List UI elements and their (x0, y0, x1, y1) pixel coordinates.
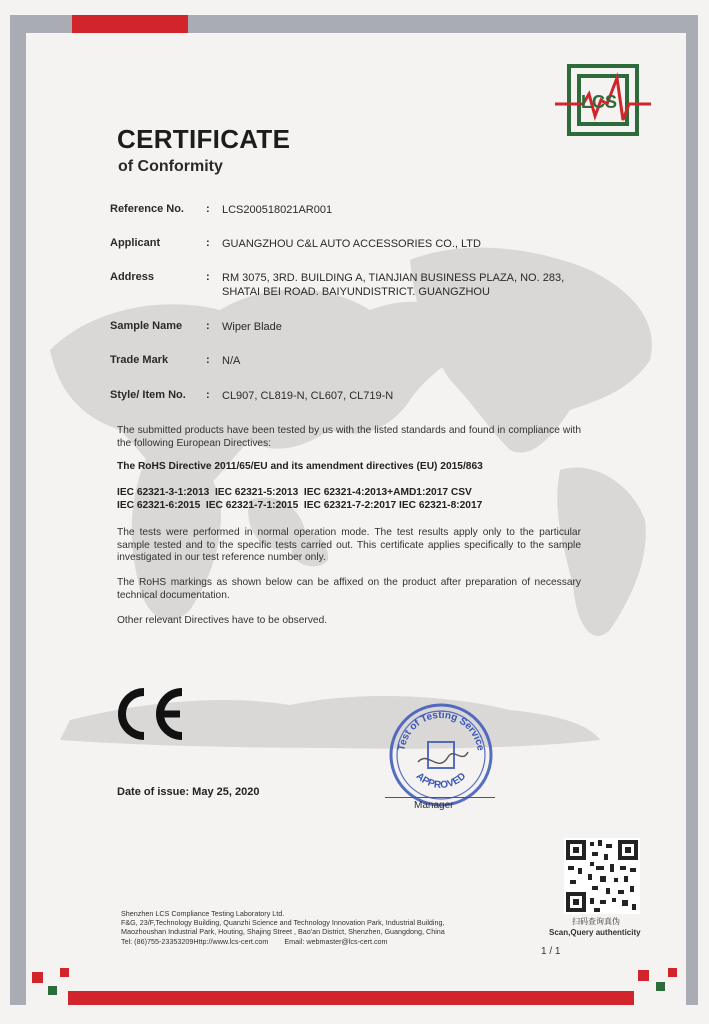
corner-square (48, 986, 57, 995)
frame-top-red-accent (72, 15, 188, 33)
intro-paragraph: The submitted products have been tested by us with the listed standards and found in compliance with the following European Directives: (117, 425, 581, 449)
other-directives-paragraph: Other relevant Directives have to be observed. (117, 615, 328, 626)
qr-caption-english: Scan,Query authenticity (549, 928, 641, 937)
field-label: Sample Name (110, 320, 183, 332)
date-of-issue: Date of issue: May 25, 2020 (117, 786, 260, 798)
field-separator: : (206, 271, 210, 283)
field-label: Address (110, 271, 155, 283)
frame-left-border (10, 15, 26, 1005)
field-separator: : (206, 320, 210, 332)
lcs-logo (555, 64, 651, 136)
field-value: LCS200518021AR001 (222, 204, 333, 216)
corner-square (60, 968, 69, 977)
svg-text:APPROVED (414, 771, 468, 791)
corner-square (32, 972, 43, 983)
standards-line-1: IEC 62321-3-1:2013 IEC 62321-5:2013 IEC 62321-4:2013+AMD1:2017 CSV (117, 487, 472, 498)
field-value: CL907, CL819-N, CL607, CL719-N (222, 390, 394, 402)
field-value: Wiper Blade (222, 321, 282, 333)
corner-square (668, 968, 677, 977)
field-separator: : (206, 203, 210, 215)
qr-caption-chinese: 扫码查询真伪 (572, 917, 620, 926)
signature-line (385, 797, 495, 798)
stamp-top-text: Test of Testing Service (396, 709, 486, 752)
approved-stamp (388, 702, 494, 808)
footer-address-line-1: F&G, 23/F,Technology Building, Quanzhi Science and Technology Innovation Park, Industrial Building, (121, 918, 445, 927)
signatory-title: Manager (414, 800, 454, 811)
field-value: RM 3075, 3RD. BUILDING A, TIANJIAN BUSINESS PLAZA, NO. 283, SHATAI BEI ROAD. BAIYUNDISTRICT. GUANGZHOU (222, 272, 565, 298)
frame-right-border (686, 15, 698, 1005)
corner-square (638, 970, 649, 981)
field-label: Reference No. (110, 203, 184, 215)
footer-address-line-2: Maozhoushan Industrial Park, Houting, Shajing Street , Bao'an District, Shenzhen, Guangdong, China (121, 927, 445, 936)
field-label: Style/ Item No. (110, 389, 186, 401)
field-separator: : (206, 354, 210, 366)
footer-contact: Tel: (86)755-23353209Http://www.lcs-cert.com Email: webmaster@lcs-cert.com (121, 937, 388, 946)
standards-line-2: IEC 62321-6:2015 IEC 62321-7-1:2015 IEC 62321-7-2:2017 IEC 62321-8:2017 (117, 500, 483, 511)
corner-square (656, 982, 665, 991)
ce-mark (112, 684, 186, 744)
certificate-subtitle: of Conformity (118, 158, 223, 175)
qr-code (564, 838, 640, 914)
frame-bottom-red-border (68, 991, 634, 1005)
field-value: N/A (222, 355, 241, 367)
directive-line: The RoHS Directive 2011/65/EU and its amendment directives (EU) 2015/863 (117, 461, 483, 472)
field-separator: : (206, 389, 210, 401)
stamp-bottom-text: APPROVED (413, 770, 469, 792)
tests-paragraph: The tests were performed in normal operation mode. The test results apply only to the particular sample tested and to the specific tests carried out. This certificate applies specifically to the sample investigated in our test reference number only. (117, 527, 581, 563)
certificate-title: CERTIFICATE (117, 124, 291, 154)
logo-text: LCS (581, 92, 617, 112)
field-label: Applicant (110, 237, 161, 249)
field-separator: : (206, 237, 210, 249)
field-value: GUANGZHOU C&L AUTO ACCESSORIES CO., LTD (222, 238, 481, 250)
footer-company: Shenzhen LCS Compliance Testing Laboratory Ltd. (121, 909, 285, 918)
field-label: Trade Mark (110, 354, 169, 366)
page-number: 1 / 1 (541, 946, 561, 957)
markings-paragraph: The RoHS markings as shown below can be affixed on the product after preparation of necessary technical documentation. (117, 577, 581, 601)
